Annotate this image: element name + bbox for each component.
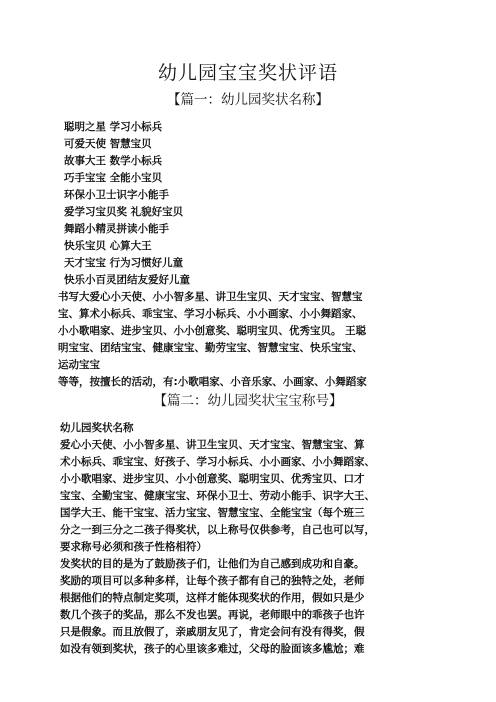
paragraph-line: 根据他们的特点制定奖项，这样才能体现奖状的作用，假如只是少 [60,592,365,604]
section-2-heading: 【篇二：幼儿园奖状宝宝称号】 [153,393,343,409]
paragraph-line: 只是假象。而且放假了，亲戚朋友见了，肯定会问有没有得奖，假 [60,626,365,638]
award-list-line: 故事大王 数学小标兵 [64,155,163,167]
paragraph-line: 国学大王、能干宝宝、活力宝宝、智慧宝宝、全能宝宝（每个班三 [60,507,365,519]
paragraph-line: 宝、算术小标兵、乖宝宝、学习小标兵、小小画家、小小舞蹈家、 [58,308,363,320]
award-list-line: 可爱天使 智慧宝贝 [64,138,152,150]
section-1-heading: 【篇一：幼儿园奖状名称】 [167,92,329,108]
paragraph-line: 明宝宝、团结宝宝、健康宝宝、勤劳宝宝、智慧宝宝、快乐宝宝、 [58,342,363,354]
paragraph-line: 分之一到三分之二孩子得奖状，以上称号仅供参考，自己也可以写， [60,524,375,536]
paragraph-line: 幼儿园奖状名称 [60,422,134,434]
paragraph-line: 小小歌唱家、进步宝贝、小小创意奖、聪明宝贝、优秀宝贝。 王聪 [58,325,367,337]
paragraph-line: 奖励的项目可以多种多样，让每个孩子都有自己的独特之处，老师 [60,575,365,587]
paragraph-line: 等等，按擅长的活动，有:小歌唱家、小音乐家、小画家、小舞蹈家 [58,376,367,388]
paragraph-line: 小小歌唱家、进步宝贝、小小创意奖、聪明宝贝、优秀宝贝、口才 [60,473,365,485]
award-list-line: 舞蹈小精灵拼读小能手 [64,223,169,235]
award-list-line: 爱学习宝贝奖 礼貌好宝贝 [64,206,184,218]
award-list-line: 环保小卫士识字小能手 [64,189,169,201]
paragraph-line: 宝宝、全勤宝宝、健康宝宝、环保小卫士、劳动小能手、识字大王、 [60,490,375,502]
paragraph-line: 如没有领到奖状，孩子的心里该多难过，父母的脸面该多尴尬；难 [60,643,365,655]
award-list-line: 聪明之星 学习小标兵 [64,121,163,133]
paragraph-line: 发奖状的目的是为了鼓励孩子们，让他们为自己感到成功和自豪。 [60,558,365,570]
paragraph-line: 术小标兵、乖宝宝、好孩子、学习小标兵、小小画家、小小舞蹈家、 [60,456,375,468]
document-title: 幼儿园宝宝奖状评语 [157,62,338,84]
award-list-line: 快乐小百灵团结友爱好儿童 [64,274,190,286]
award-list-line: 快乐宝贝 心算大王 [64,240,152,252]
award-list-line: 巧手宝宝 全能小宝贝 [64,172,163,184]
paragraph-line: 要求称号必须和孩子性格相符） [60,541,207,553]
paragraph-line: 数几个孩子的奖品，那么不发也罢。再说，老师眼中的乖孩子也许 [60,609,365,621]
paragraph-line: 爱心小天使、小小智多星、讲卫生宝贝、天才宝宝、智慧宝宝、算 [60,439,365,451]
paragraph-line: 书写大爱心小天使、小小智多星、讲卫生宝贝、天才宝宝、智慧宝 [58,291,363,303]
award-list-line: 天才宝宝 行为习惯好儿童 [64,257,184,269]
paragraph-line: 运动宝宝 [58,359,100,371]
